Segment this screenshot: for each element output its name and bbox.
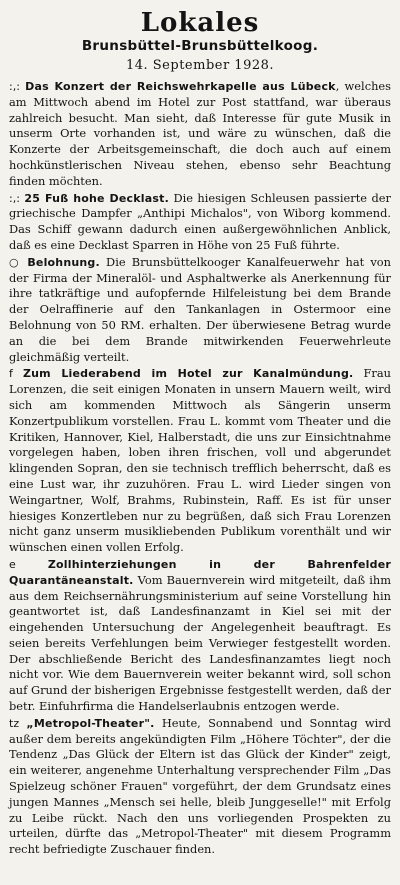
article-body: Die hiesigen Schleusen passierte der griechische Dampfer „Anthipi Michalos", von Wiborg kommend. Das Schiff gewann dadurch einen außergewöhnlichen Anblick, daß es eine Decklast Sparren in Höhe von 25 Fuß führte. bbox=[9, 190, 391, 252]
town-subhead: Brunsbüttel-Brunsbüttelkoog. bbox=[81, 38, 319, 54]
article-marker: tz bbox=[9, 716, 20, 730]
article-marker: ○ bbox=[9, 255, 22, 269]
issue-date: 14. September 1928. bbox=[125, 58, 275, 73]
article-headline: 25 Fuß hohe Decklast. bbox=[24, 191, 169, 205]
article-headline: Das Konzert der Reichswehrkapelle aus Lübeck bbox=[25, 80, 336, 93]
article-concert bbox=[9, 79, 391, 190]
article-marker: f bbox=[9, 367, 13, 381]
article-body: Die Brunsbüttelkooger Kanalfeuerwehr hat von der Firma der Mineralöl- und Asphaltwerke als Anerkennung für ihre tatkräftige und aufopfernde Hilfeleistung bei dem Brande der Oelraffinerie auf den Tankanlagen in Ostermoor eine Belohnung von 50 RM. erhalten. Der überwiesene Betrag wurde an die bei dem Brande mitwirkenden Feuerwehrleute gleichmäßig verteilt. bbox=[9, 254, 391, 364]
article-belohnung bbox=[9, 255, 391, 366]
article-liederabend bbox=[9, 366, 391, 556]
article-decklast bbox=[9, 191, 391, 254]
article-headline: „Metropol-Theater". bbox=[26, 716, 155, 730]
article-marker: e bbox=[9, 557, 16, 571]
section-masthead: Lokales bbox=[140, 8, 260, 38]
article-body: , welches am Mittwoch abend im Hotel zur Post stattfand, war überaus zahlreich besucht. Man sieht, daß Interesse für gute Musik in unserm Orte vorhanden ist, und wäre zu wünschen, daß die Konzerte der Arbeitsgemeinschaft, die doch auch auf einem hochkünstlerischen Niveau stehen, ebenso sehr Beachtung finden möchten. bbox=[9, 79, 391, 188]
article-headline: Zum Liederabend im Hotel zur Kanalmündung. bbox=[22, 367, 354, 381]
article-metropol-theater bbox=[9, 716, 391, 858]
article-body: Heute, Sonnabend und Sonntag wird außer dem bereits angekündigten Film „Höhere Töchter", der die Tendenz „Das Glück der Eltern ist das Glück der Kinder" zeigt, ein weiterer, angenehme Unterhaltung versprechender Film „Das Spielzeug schöner Frauen" vorgeführt, der dem Grundsatz eines jungen Mannes „Mensch sei helle, bleib Junggeselle!" mit Erfolg zu Leibe rückt. Nach den uns vorliegenden Prospekten zu urteilen, dürfte das „Metropol-Theater" mit diesem Programm recht befriedigte Zuschauer finden. bbox=[9, 715, 391, 857]
article-marker: :,: bbox=[9, 191, 20, 205]
article-zollhinterziehungen bbox=[9, 557, 391, 715]
article-body: Frau Lorenzen, die seit einigen Monaten in unsern Mauern weilt, wird sich am kommenden Mittwoch als Sängerin unserm Konzertpublikum vorstellen. Frau L. kommt vom Theater und die Kritiken, Hannover, Kiel, Halberstadt, die uns zur Einsichtnahme vorgelegen haben, loben ihren frischen, voll und abgerundet klingenden Sopran, den sie technisch trefflich beherrscht, daß es eine Lust war, ihr zuzuhören. Frau L. wird Lieder singen von Weingartner, Wolf, Brahms, Rubinstein, Raff. Es ist für unser hiesiges Konzertleben nur zu begrüßen, daß sich Frau Lorenzen nicht ganz unserm musikliebenden Publikum vorenthält und wir wünschen einen vollen Erfolg. bbox=[9, 366, 391, 555]
article-headline: Zollhinterziehungen in der Bahrenfelder Quarantäneanstalt. bbox=[9, 557, 391, 587]
article-body: Vom Bauernverein wird mitgeteilt, daß ihm aus dem Reichsernährungsministerium auf seine Vorstellung hin geantwortet ist, daß Landesfinanzamt in Kiel sei mit der eingehenden Untersuchung der Angelegenheit beauftragt. Es seien bereits Verfehlungen beim Verwieger festgestellt worden. Der abschließende Bericht des Landesfinanzamtes liegt noch nicht vor. Wie dem Bauernverein weiter bekannt wird, soll schon auf Grund der bisherigen Ergebnisse festgestellt werden, daß der betr. Einfuhrfirma die Handelserlaubnis entzogen werde. bbox=[9, 572, 391, 714]
article-headline: Belohnung. bbox=[27, 255, 100, 269]
article-marker: :,: bbox=[9, 80, 20, 93]
